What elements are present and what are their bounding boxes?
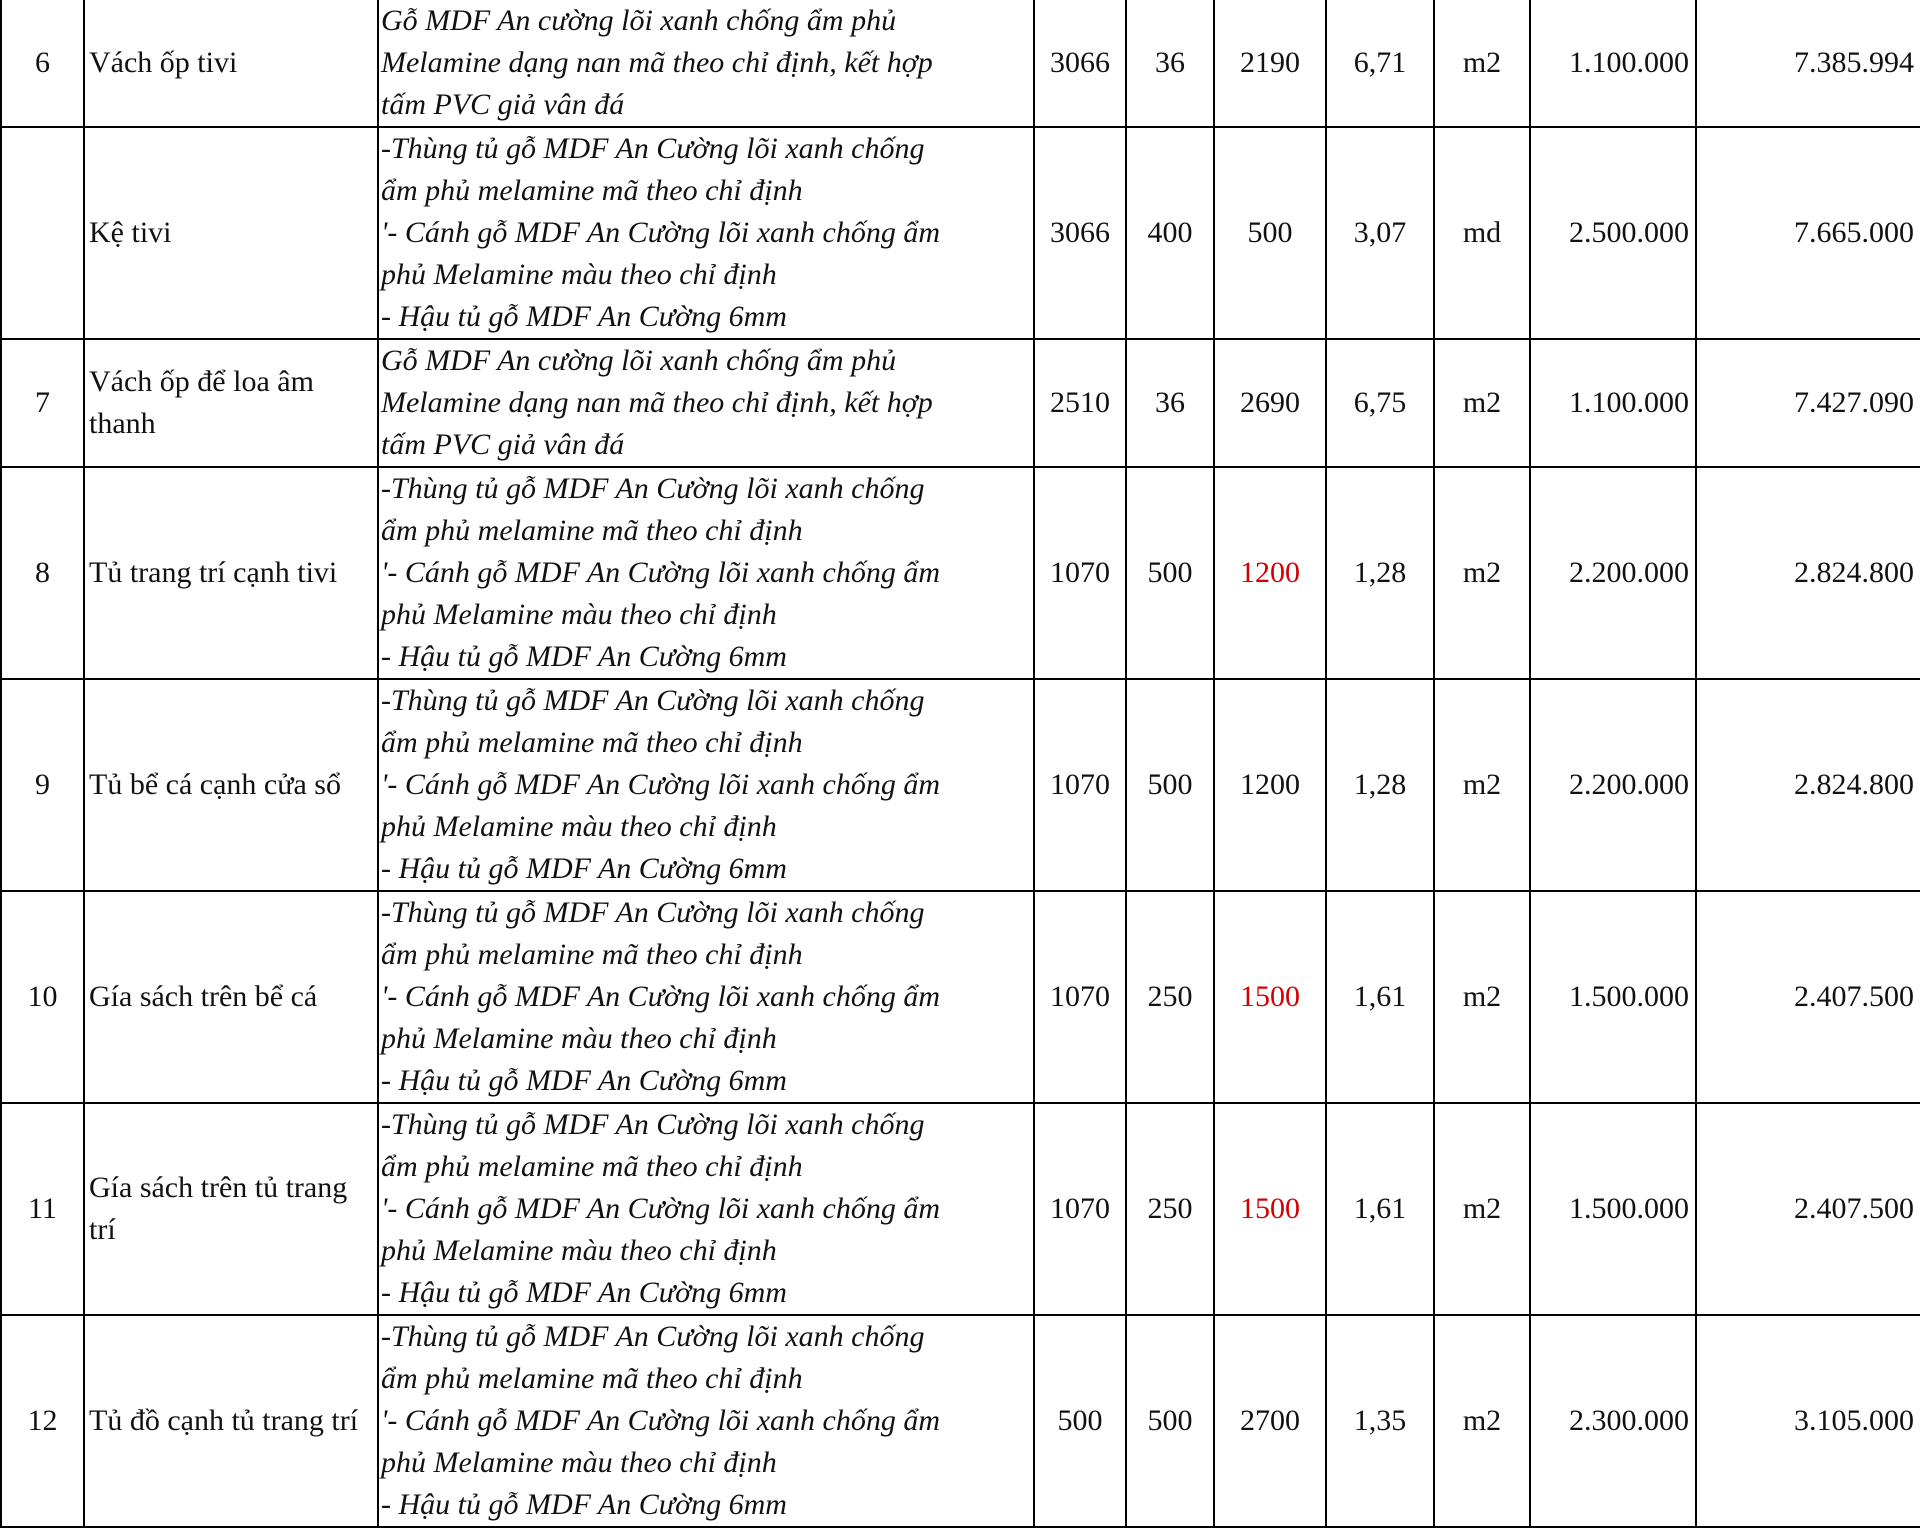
table-body [1, 0, 1920, 1527]
unit-cell[interactable]: m2 [1434, 1103, 1530, 1315]
total-cell[interactable]: 2.824.800 [1696, 679, 1920, 891]
description-line: -Thùng tủ gỗ MDF An Cường lõi xanh chống [381, 896, 925, 929]
quantity-cell[interactable]: 6,75 [1326, 339, 1434, 467]
depth-cell[interactable]: 36 [1126, 339, 1214, 467]
item-name-cell[interactable]: Tủ đồ cạnh tủ trang trí [84, 1315, 378, 1527]
description-line: -Thùng tủ gỗ MDF An Cường lõi xanh chống [381, 1320, 925, 1353]
height-cell[interactable]: 2700 [1214, 1315, 1326, 1527]
table-row[interactable] [1, 0, 1920, 127]
description-line: tấm PVC giả vân đá [381, 428, 625, 461]
description-line: Gỗ MDF An cường lõi xanh chống ẩm phủ [381, 344, 897, 377]
description-line: -Thùng tủ gỗ MDF An Cường lõi xanh chống [381, 132, 925, 165]
item-name-cell[interactable]: Gía sách trên tủ trang trí [84, 1103, 378, 1315]
table-row[interactable] [1, 1315, 1920, 1527]
total-cell[interactable]: 7.427.090 [1696, 339, 1920, 467]
description-line: - Hậu tủ gỗ MDF An Cường 6mm [381, 1276, 787, 1309]
description-line: -Thùng tủ gỗ MDF An Cường lõi xanh chống [381, 1108, 925, 1141]
quantity-cell[interactable]: 1,61 [1326, 1103, 1434, 1315]
quantity-cell[interactable]: 6,71 [1326, 0, 1434, 127]
length-cell[interactable]: 2510 [1034, 339, 1126, 467]
table-row[interactable] [1, 679, 1920, 891]
length-cell[interactable]: 1070 [1034, 1103, 1126, 1315]
description-line: -Thùng tủ gỗ MDF An Cường lõi xanh chống [381, 472, 925, 505]
item-description-cell[interactable] [378, 891, 1034, 1103]
quantity-cell[interactable]: 1,28 [1326, 679, 1434, 891]
row-number-cell[interactable]: 8 [1, 467, 84, 679]
item-description-cell[interactable] [378, 467, 1034, 679]
unit-cell[interactable]: m2 [1434, 679, 1530, 891]
total-cell[interactable]: 2.407.500 [1696, 1103, 1920, 1315]
height-cell[interactable]: 1200 [1214, 679, 1326, 891]
table-row[interactable] [1, 467, 1920, 679]
description-line: phủ Melamine màu theo chỉ định [381, 1022, 777, 1055]
unit-cell[interactable]: md [1434, 127, 1530, 339]
description-line: phủ Melamine màu theo chỉ định [381, 598, 777, 631]
unit-price-cell[interactable]: 1.100.000 [1530, 339, 1696, 467]
row-number-cell[interactable]: 10 [1, 891, 84, 1103]
unit-price-cell[interactable]: 1.100.000 [1530, 0, 1696, 127]
row-number-cell[interactable]: 11 [1, 1103, 84, 1315]
total-cell[interactable]: 2.824.800 [1696, 467, 1920, 679]
row-number-cell[interactable] [1, 127, 84, 339]
table-row[interactable] [1, 127, 1920, 339]
item-name-cell[interactable]: Vách ốp tivi [84, 0, 378, 127]
depth-cell[interactable]: 400 [1126, 127, 1214, 339]
description-line: - Hậu tủ gỗ MDF An Cường 6mm [381, 1064, 787, 1097]
item-description-cell[interactable] [378, 339, 1034, 467]
quantity-cell[interactable]: 3,07 [1326, 127, 1434, 339]
unit-price-cell[interactable]: 1.500.000 [1530, 1103, 1696, 1315]
description-line: Melamine dạng nan mã theo chỉ định, kết hợp [381, 46, 933, 79]
description-line: phủ Melamine màu theo chỉ định [381, 258, 777, 291]
depth-cell[interactable]: 36 [1126, 0, 1214, 127]
description-line: ẩm phủ melamine mã theo chỉ định [381, 514, 803, 547]
description-line: '- Cánh gỗ MDF An Cường lõi xanh chống ẩm [381, 980, 941, 1013]
item-description-cell[interactable] [378, 0, 1034, 127]
table-row[interactable] [1, 891, 1920, 1103]
height-cell[interactable]: 2190 [1214, 0, 1326, 127]
item-description-cell[interactable] [378, 1103, 1034, 1315]
description-line: -Thùng tủ gỗ MDF An Cường lõi xanh chống [381, 684, 925, 717]
item-name-cell[interactable]: Tủ bể cá cạnh cửa sổ [84, 679, 378, 891]
quantity-cell[interactable]: 1,28 [1326, 467, 1434, 679]
row-number-cell[interactable]: 6 [1, 0, 84, 127]
description-line: ẩm phủ melamine mã theo chỉ định [381, 726, 803, 759]
description-line: Gỗ MDF An cường lõi xanh chống ẩm phủ [381, 4, 897, 37]
length-cell[interactable]: 1070 [1034, 891, 1126, 1103]
item-name-cell[interactable]: Gía sách trên bể cá [84, 891, 378, 1103]
length-cell[interactable]: 1070 [1034, 679, 1126, 891]
item-description-cell[interactable] [378, 679, 1034, 891]
item-name-cell[interactable]: Tủ trang trí cạnh tivi [84, 467, 378, 679]
height-cell[interactable]: 500 [1214, 127, 1326, 339]
height-cell[interactable]: 2690 [1214, 339, 1326, 467]
total-cell[interactable]: 7.385.994 [1696, 0, 1920, 127]
unit-cell[interactable]: m2 [1434, 891, 1530, 1103]
total-cell[interactable]: 2.407.500 [1696, 891, 1920, 1103]
unit-cell[interactable]: m2 [1434, 0, 1530, 127]
height-cell[interactable]: 1500 [1214, 1103, 1326, 1315]
depth-cell[interactable]: 500 [1126, 679, 1214, 891]
unit-price-cell[interactable]: 2.300.000 [1530, 1315, 1696, 1527]
depth-cell[interactable]: 250 [1126, 1103, 1214, 1315]
unit-price-cell[interactable]: 1.500.000 [1530, 891, 1696, 1103]
table-row[interactable] [1, 1103, 1920, 1315]
height-cell[interactable]: 1500 [1214, 891, 1326, 1103]
description-line: '- Cánh gỗ MDF An Cường lõi xanh chống ẩm [381, 768, 941, 801]
table-row[interactable] [1, 339, 1920, 467]
description-line: - Hậu tủ gỗ MDF An Cường 6mm [381, 300, 787, 333]
unit-price-cell[interactable]: 2.200.000 [1530, 467, 1696, 679]
depth-cell[interactable]: 250 [1126, 891, 1214, 1103]
quantity-cell[interactable]: 1,35 [1326, 1315, 1434, 1527]
description-line: - Hậu tủ gỗ MDF An Cường 6mm [381, 640, 787, 673]
description-line: phủ Melamine màu theo chỉ định [381, 1234, 777, 1267]
description-line: '- Cánh gỗ MDF An Cường lõi xanh chống ẩm [381, 1404, 941, 1437]
item-description-cell[interactable] [378, 1315, 1034, 1527]
item-name-cell[interactable]: Vách ốp để loa âm thanh [84, 339, 378, 467]
item-name-cell[interactable]: Kệ tivi [84, 127, 378, 339]
height-cell[interactable]: 1200 [1214, 467, 1326, 679]
description-line: - Hậu tủ gỗ MDF An Cường 6mm [381, 852, 787, 885]
row-number-cell[interactable]: 7 [1, 339, 84, 467]
description-line: Melamine dạng nan mã theo chỉ định, kết hợp [381, 386, 933, 419]
description-line: '- Cánh gỗ MDF An Cường lõi xanh chống ẩm [381, 216, 941, 249]
length-cell[interactable]: 3066 [1034, 0, 1126, 127]
depth-cell[interactable]: 500 [1126, 1315, 1214, 1527]
length-cell[interactable]: 500 [1034, 1315, 1126, 1527]
row-number-cell[interactable]: 12 [1, 1315, 84, 1527]
description-line: '- Cánh gỗ MDF An Cường lõi xanh chống ẩm [381, 556, 941, 589]
unit-cell[interactable]: m2 [1434, 467, 1530, 679]
depth-cell[interactable]: 500 [1126, 467, 1214, 679]
description-line: phủ Melamine màu theo chỉ định [381, 810, 777, 843]
description-line: tấm PVC giả vân đá [381, 88, 625, 121]
total-cell[interactable]: 7.665.000 [1696, 127, 1920, 339]
item-description-cell[interactable] [378, 127, 1034, 339]
description-line: ẩm phủ melamine mã theo chỉ định [381, 174, 803, 207]
description-line: - Hậu tủ gỗ MDF An Cường 6mm [381, 1488, 787, 1521]
length-cell[interactable]: 3066 [1034, 127, 1126, 339]
description-line: '- Cánh gỗ MDF An Cường lõi xanh chống ẩm [381, 1192, 941, 1225]
total-cell[interactable]: 3.105.000 [1696, 1315, 1920, 1527]
quantity-cell[interactable]: 1,61 [1326, 891, 1434, 1103]
row-number-cell[interactable]: 9 [1, 679, 84, 891]
unit-price-cell[interactable]: 2.200.000 [1530, 679, 1696, 891]
description-line: ẩm phủ melamine mã theo chỉ định [381, 1150, 803, 1183]
description-line: ẩm phủ melamine mã theo chỉ định [381, 938, 803, 971]
unit-cell[interactable]: m2 [1434, 339, 1530, 467]
description-line: ẩm phủ melamine mã theo chỉ định [381, 1362, 803, 1395]
description-line: phủ Melamine màu theo chỉ định [381, 1446, 777, 1479]
unit-cell[interactable]: m2 [1434, 1315, 1530, 1527]
length-cell[interactable]: 1070 [1034, 467, 1126, 679]
unit-price-cell[interactable]: 2.500.000 [1530, 127, 1696, 339]
